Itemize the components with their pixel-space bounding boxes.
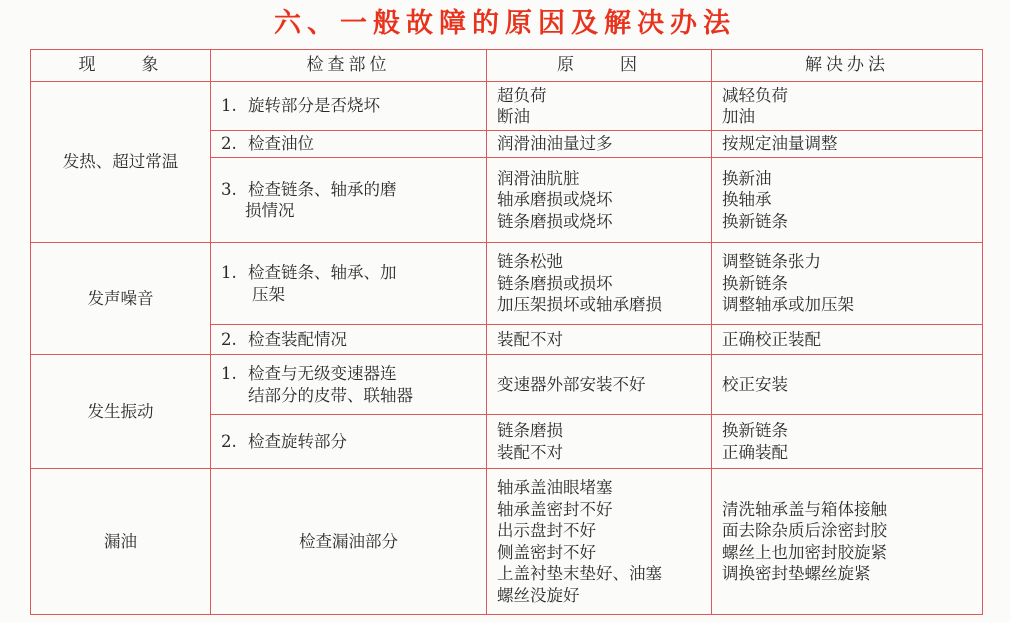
solution-cell: 减轻负荷 加油 xyxy=(712,82,983,131)
cause-cell: 链条磨损 装配不对 xyxy=(487,415,712,469)
table-row xyxy=(31,355,983,415)
symptom-cell: 发声噪音 xyxy=(31,243,211,355)
check-part-cell: 检查漏油部分 xyxy=(211,469,487,615)
symptom-cell: 发生振动 xyxy=(31,355,211,469)
solution-cell: 调整链条张力 换新链条 调整轴承或加压架 xyxy=(712,243,983,325)
check-part-cell: 1. 检查与无级变速器连 结部分的皮带、联轴器 xyxy=(211,355,487,415)
table-row xyxy=(31,469,983,615)
header-solution: 解决办法 xyxy=(712,50,983,82)
check-part-cell: 2. 检查旋转部分 xyxy=(211,415,487,469)
header-check-part: 检查部位 xyxy=(211,50,487,82)
solution-cell: 按规定油量调整 xyxy=(712,131,983,158)
table-header-row xyxy=(31,50,983,82)
troubleshooting-table xyxy=(30,49,983,615)
cause-cell: 链条松弛 链条磨损或损坏 加压架损坏或轴承磨损 xyxy=(487,243,712,325)
cause-cell: 装配不对 xyxy=(487,325,712,355)
solution-cell: 换新油 换轴承 换新链条 xyxy=(712,158,983,243)
cause-cell: 超负荷 断油 xyxy=(487,82,712,131)
check-part-cell: 2. 检查装配情况 xyxy=(211,325,487,355)
cause-cell: 润滑油肮脏 轴承磨损或烧坏 链条磨损或烧坏 xyxy=(487,158,712,243)
solution-cell: 换新链条 正确装配 xyxy=(712,415,983,469)
cause-cell: 变速器外部安装不好 xyxy=(487,355,712,415)
header-symptom: 现 象 xyxy=(31,50,211,82)
table-row xyxy=(31,82,983,131)
table-row xyxy=(31,243,983,325)
symptom-cell: 漏油 xyxy=(31,469,211,615)
check-part-cell: 1. 检查链条、轴承、加 压架 xyxy=(211,243,487,325)
page-title: 六、一般故障的原因及解决办法 xyxy=(274,8,736,39)
cause-cell: 润滑油油量过多 xyxy=(487,131,712,158)
check-part-cell: 3. 检查链条、轴承的磨 损情况 xyxy=(211,158,487,243)
solution-cell: 校正安装 xyxy=(712,355,983,415)
solution-cell: 正确校正装配 xyxy=(712,325,983,355)
check-part-cell: 2. 检查油位 xyxy=(211,131,487,158)
header-cause: 原 因 xyxy=(487,50,712,82)
cause-cell: 轴承盖油眼堵塞 轴承盖密封不好 出示盘封不好 侧盖密封不好 上盖衬垫末垫好、油塞 螺丝没旋好 xyxy=(487,469,712,615)
solution-cell: 清洗轴承盖与箱体接触 面去除杂质后涂密封胶 螺丝上也加密封胶旋紧 调换密封垫螺丝旋紧 xyxy=(712,469,983,615)
symptom-cell: 发热、超过常温 xyxy=(31,82,211,243)
check-part-cell: 1. 旋转部分是否烧坏 xyxy=(211,82,487,131)
